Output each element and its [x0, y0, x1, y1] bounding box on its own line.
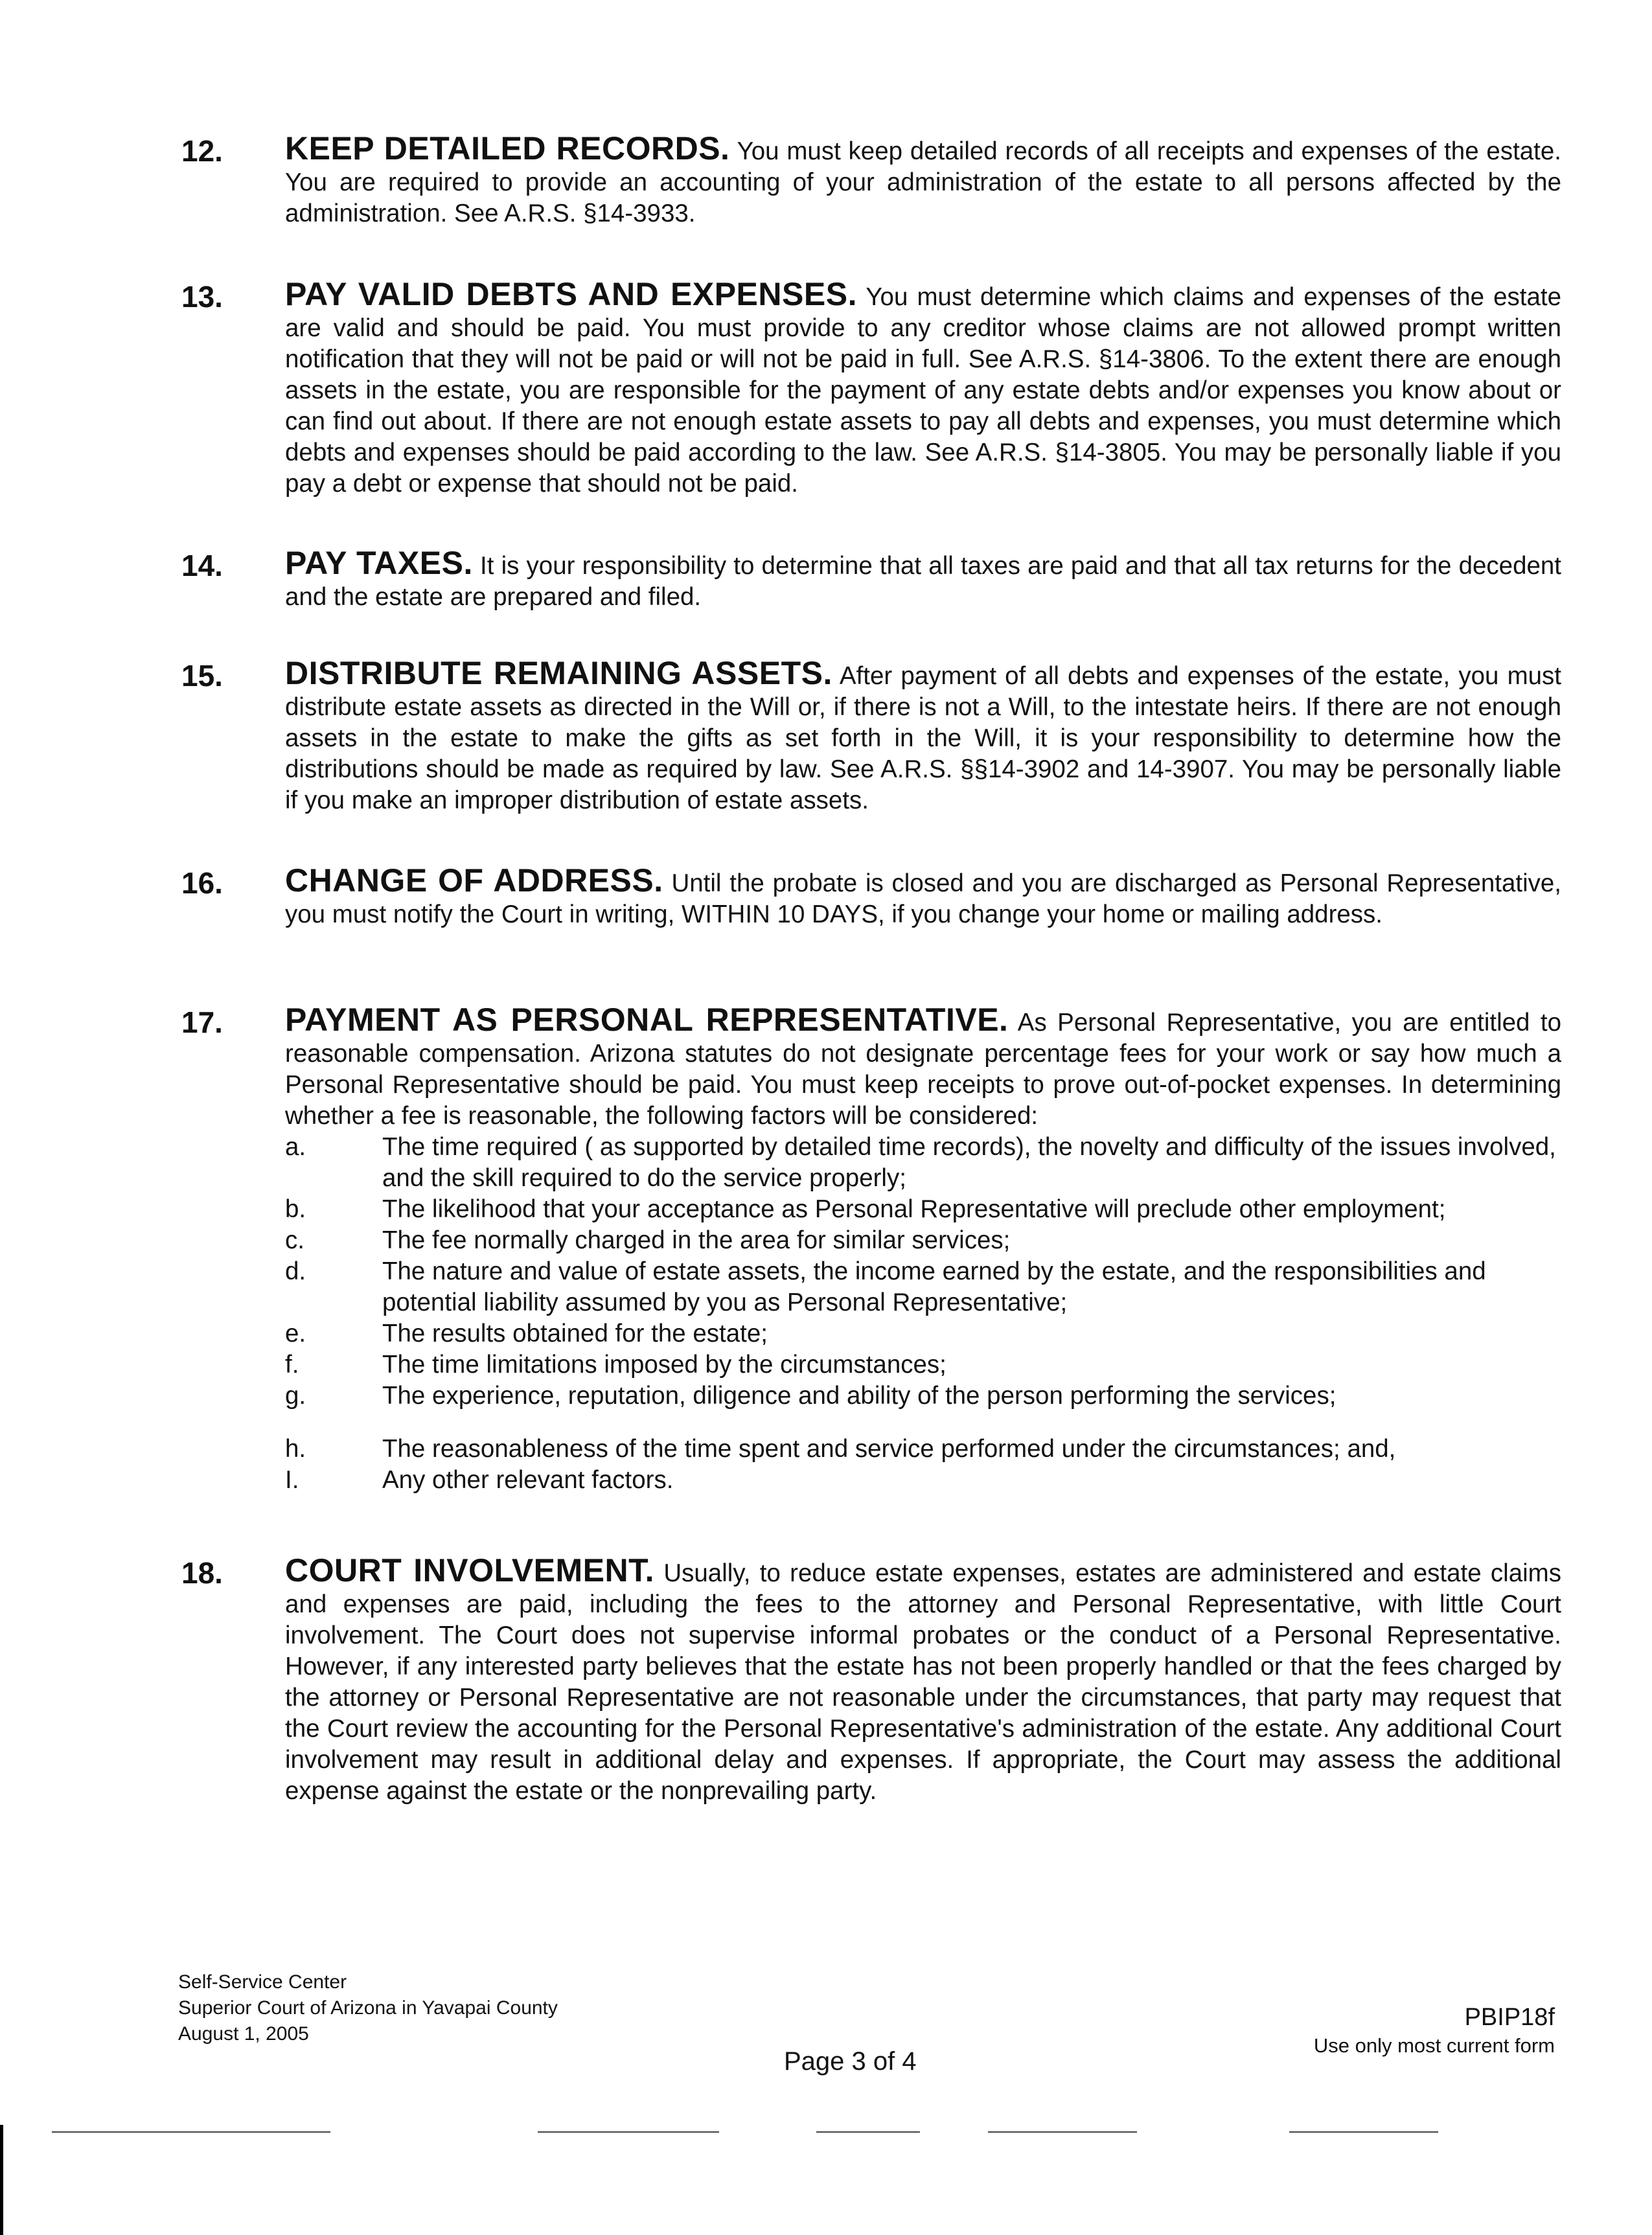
section-heading: COURT INVOLVEMENT.	[285, 1552, 655, 1588]
footer-date: August 1, 2005	[178, 2023, 309, 2045]
section-body	[285, 1552, 1562, 1807]
list-letter: I.	[285, 1466, 299, 1494]
section-13	[181, 276, 1561, 499]
section-body	[285, 547, 1561, 613]
list-letter: f.	[285, 1351, 299, 1379]
section-16	[181, 862, 1561, 930]
scan-line	[1289, 2131, 1438, 2133]
section-18	[181, 1552, 1562, 1807]
section-body	[285, 1004, 1561, 1496]
list-item	[285, 1465, 1561, 1496]
scan-line	[538, 2131, 719, 2133]
section-number: 13.	[181, 280, 223, 314]
footer-court-name: Superior Court of Arizona in Yavapai County	[178, 1997, 558, 2019]
list-item	[285, 1349, 1561, 1381]
scan-edge-mark	[0, 2125, 3, 2235]
factors-list	[285, 1132, 1561, 1496]
section-heading: PAY VALID DEBTS AND EXPENSES.	[285, 276, 857, 312]
list-letter: d.	[285, 1257, 306, 1285]
section-heading: PAYMENT AS PERSONAL REPRESENTATIVE.	[285, 1002, 1009, 1038]
list-text: The results obtained for the estate;	[382, 1320, 768, 1347]
section-number: 17.	[181, 1005, 223, 1039]
section-body	[285, 862, 1561, 930]
list-item	[285, 1132, 1561, 1194]
list-text: The time required ( as supported by detailed time records), the novelty and difficulty of the issues involved, and the skill required to do the service properly;	[382, 1133, 1556, 1192]
section-text: You must keep detailed records of all receipts and expenses of the estate. You are required to provide an accounting of your administration of the estate to all persons affected by the administration. See A.R.S. §14-3933.	[285, 137, 1561, 227]
list-letter: g.	[285, 1382, 306, 1410]
list-item	[285, 1434, 1561, 1465]
section-text: Until the probate is closed and you are discharged as Personal Representative, you must notify the Court in writing, WITHIN 10 DAYS, if you change your home or mailing address.	[285, 869, 1561, 928]
section-17	[181, 1004, 1561, 1496]
section-body	[285, 276, 1561, 499]
list-spacer	[285, 1412, 1561, 1434]
list-text: The likelihood that your acceptance as Personal Representative will preclude other employment;	[382, 1195, 1446, 1223]
section-heading: CHANGE OF ADDRESS.	[285, 862, 663, 899]
list-text: The reasonableness of the time spent and service performed under the circumstances; and,	[382, 1435, 1396, 1463]
footer-form-info	[1314, 2002, 1555, 2059]
section-heading: KEEP DETAILED RECORDS.	[285, 130, 730, 166]
section-heading: DISTRIBUTE REMAINING ASSETS.	[285, 655, 832, 691]
list-text: The nature and value of estate assets, the income earned by the estate, and the responsibilities and potential liability assumed by you as Personal Representative;	[382, 1257, 1486, 1316]
section-text: It is your responsibility to determine that all taxes are paid and that all tax returns for the decedent and the estate are prepared and filed.	[285, 552, 1562, 611]
list-item	[285, 1194, 1561, 1225]
section-number: 16.	[181, 866, 223, 900]
list-letter: e.	[285, 1320, 306, 1347]
scan-line	[52, 2131, 330, 2133]
footer-center-name: Self-Service Center	[178, 1971, 347, 1993]
list-text: The experience, reputation, diligence and ability of the person performing the services;	[382, 1382, 1337, 1410]
list-item	[285, 1225, 1561, 1256]
scan-line	[816, 2131, 920, 2133]
list-text: The time limitations imposed by the circumstances;	[382, 1351, 946, 1379]
section-text: After payment of all debts and expenses of the estate, you must distribute estate assets as directed in the Will or, if there is not a Will, to the intestate heirs. If there are not enough assets in the estate to make the gifts as set forth in the Will, it is your responsibility to determine how the distributions should be made as required by law. See A.R.S. §§14-3902 and 14-3907. You may be personally liable if you make an improper distribution of estate assets.	[285, 662, 1561, 814]
list-item	[285, 1381, 1561, 1412]
list-text: The fee normally charged in the area for similar services;	[382, 1226, 1011, 1254]
section-body	[285, 130, 1561, 229]
section-body	[285, 655, 1561, 816]
list-text: Any other relevant factors.	[382, 1466, 674, 1494]
list-letter: b.	[285, 1195, 306, 1223]
section-text: Usually, to reduce estate expenses, estates are administered and estate claims and expenses are paid, including the fees to the attorney and Personal Representative, with little Court involvement. The Court does not supervise informal probates or the conduct of a Personal Representative. However, if any interested party believes that the estate has not been properly handled or that the fees charged by the attorney or Personal Representative are not reasonable under the circumstances, that party may request that the Court review the accounting for the Personal Representative's administration of the estate. Any additional Court involvement may result in additional delay and expenses. If appropriate, the Court may assess the additional expense against the estate or the nonprevailing party.	[285, 1559, 1562, 1805]
list-letter: h.	[285, 1435, 306, 1463]
section-14	[181, 547, 1561, 613]
footer-court-info	[178, 1969, 558, 2047]
section-12	[181, 130, 1561, 229]
scan-line	[988, 2131, 1137, 2133]
section-number: 15.	[181, 659, 223, 693]
list-item	[285, 1318, 1561, 1349]
list-item	[285, 1256, 1561, 1318]
section-text: As Personal Representative, you are entitled to reasonable compensation. Arizona statutes do not designate percentage fees for your work or say how much a Personal Representative should be paid. You must keep receipts to prove out-of-pocket expenses. In determining whether a fee is reasonable, the following factors will be considered:	[285, 1009, 1562, 1130]
section-text: You must determine which claims and expenses of the estate are valid and should be paid. You must provide to any creditor whose claims are not allowed prompt written notification that they will not be paid or will not be paid in full. See A.R.S. §14-3806. To the extent there are enough assets in the estate, you are responsible for the payment of any estate debts and/or expenses you know about or can find out about. If there are not enough estate assets to pay all debts and expenses, you must determine which debts and expenses should be paid according to the law. See A.R.S. §14-3805. You may be personally liable if you pay a debt or expense that should not be paid.	[285, 283, 1561, 498]
form-note: Use only most current form	[1313, 2034, 1555, 2057]
section-number: 12.	[181, 134, 223, 168]
section-number: 18.	[181, 1556, 223, 1590]
section-15	[181, 655, 1561, 816]
form-code: PBIP18f	[1464, 2004, 1555, 2031]
section-heading: PAY TAXES.	[285, 545, 473, 581]
list-letter: a.	[285, 1133, 306, 1161]
section-number: 14.	[181, 549, 223, 582]
list-letter: c.	[285, 1226, 304, 1254]
page-number: Page 3 of 4	[784, 2047, 917, 2076]
